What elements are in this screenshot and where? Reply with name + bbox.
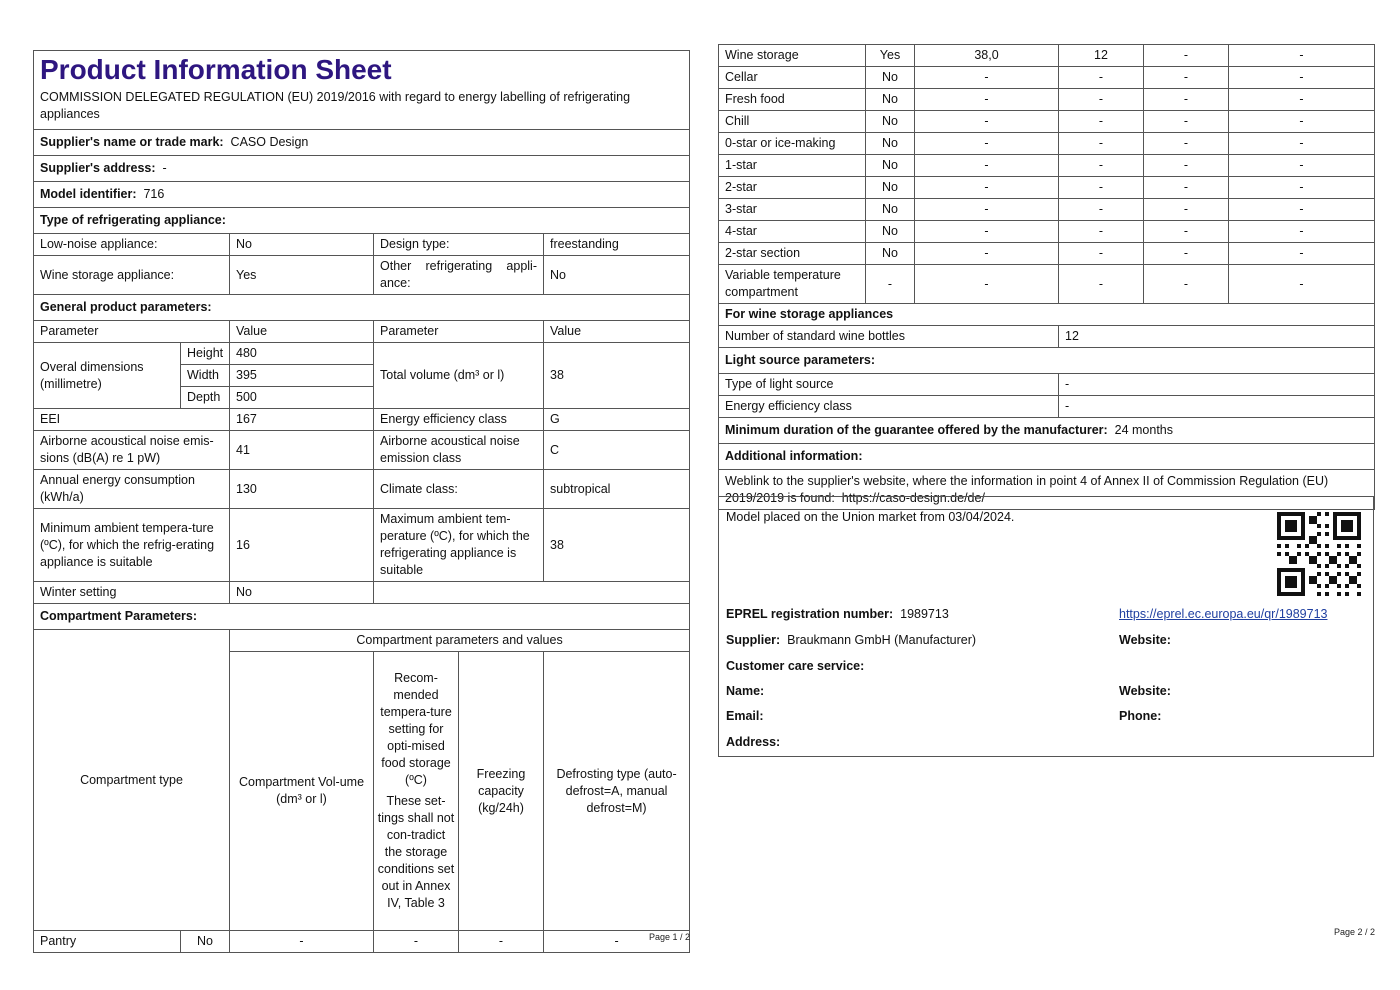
compartment-cell: - bbox=[1059, 111, 1144, 133]
eprel-supplier-label: Supplier: bbox=[726, 633, 781, 647]
annual-consumption-value: 130 bbox=[230, 470, 374, 509]
table-row bbox=[719, 155, 1375, 177]
light-section-heading: Light source parameters: bbox=[719, 348, 1375, 374]
compartment-cell: No bbox=[866, 155, 915, 177]
compartment-name: Cellar bbox=[719, 67, 866, 89]
recommended-temp-note: These set-tings shall not con-tradict the storage conditions set out in Annex IV, Table 3 bbox=[377, 794, 455, 910]
compartment-name: 2-star section bbox=[719, 243, 866, 265]
compartment-cell: - bbox=[915, 89, 1059, 111]
defrosting-type-header: Defrosting type (auto-defrost=A, manual defrost=M) bbox=[544, 652, 690, 931]
energy-class-label: Energy efficiency class bbox=[374, 409, 544, 431]
address-label-2: Address: bbox=[726, 735, 781, 749]
model-label: Model identifier: bbox=[40, 187, 137, 201]
compartment-cell: - bbox=[1229, 243, 1375, 265]
noise-class-label: Airborne acoustical noise emission class bbox=[374, 431, 544, 470]
compartment-cell: No bbox=[866, 67, 915, 89]
compartment-cell: - bbox=[915, 199, 1059, 221]
noise-label: Airborne acoustical noise emis-sions (dB(A) re 1 pW) bbox=[34, 431, 230, 470]
eei-label: EEI bbox=[34, 409, 230, 431]
table-row bbox=[719, 243, 1375, 265]
pantry-freezing: - bbox=[459, 931, 544, 953]
general-heading: General product parameters: bbox=[34, 295, 690, 321]
compartment-type-header: Compartment type bbox=[34, 630, 230, 931]
compartment-cell: - bbox=[1144, 199, 1229, 221]
compartment-name: 2-star bbox=[719, 177, 866, 199]
table-row bbox=[34, 931, 690, 953]
compartment-name: 0-star or ice-making bbox=[719, 133, 866, 155]
compartment-cell: - bbox=[1059, 67, 1144, 89]
table-row bbox=[719, 45, 1375, 67]
compartment-cell: - bbox=[1144, 265, 1229, 304]
climate-class-label: Climate class: bbox=[374, 470, 544, 509]
winter-label: Winter setting bbox=[34, 582, 230, 604]
table-row bbox=[719, 133, 1375, 155]
height-label: Height bbox=[181, 343, 230, 365]
address-value: - bbox=[162, 161, 167, 175]
pantry-volume: - bbox=[230, 931, 374, 953]
compartment-cell: - bbox=[1144, 89, 1229, 111]
table-row bbox=[719, 67, 1375, 89]
pantry-temp: - bbox=[374, 931, 459, 953]
compartment-cell: No bbox=[866, 221, 915, 243]
other-appliance-value: No bbox=[544, 256, 690, 295]
compartment-cell: No bbox=[866, 243, 915, 265]
page-number-1: Page 1 / 2 bbox=[649, 932, 691, 942]
qr-code-icon[interactable] bbox=[1277, 512, 1361, 596]
table-row bbox=[719, 111, 1375, 133]
wine-appliance-value: Yes bbox=[230, 256, 374, 295]
compartment-cell: - bbox=[1229, 67, 1375, 89]
guarantee-label: Minimum duration of the guarantee offered by the manufacturer: bbox=[725, 423, 1108, 437]
supplier-value: CASO Design bbox=[230, 135, 309, 149]
compartment-cell: - bbox=[915, 155, 1059, 177]
compartment-cell: - bbox=[1144, 45, 1229, 67]
compartment-cell: 38,0 bbox=[915, 45, 1059, 67]
compartment-heading: Compartment Parameters: bbox=[34, 604, 690, 630]
compartment-cell: - bbox=[1229, 199, 1375, 221]
email-label: Email: bbox=[726, 709, 764, 723]
design-type-value: freestanding bbox=[544, 234, 690, 256]
compartment-cell: - bbox=[1229, 265, 1375, 304]
page-title: Product Information Sheet bbox=[40, 54, 392, 85]
eprel-value: 1989713 bbox=[900, 607, 949, 621]
compartment-cell: - bbox=[1059, 221, 1144, 243]
freezing-capacity-header: Freezing capacity (kg/24h) bbox=[459, 652, 544, 931]
dimensions-label: Overal dimensions (millimetre) bbox=[34, 343, 181, 409]
page-1 bbox=[33, 50, 689, 953]
compartment-table bbox=[718, 44, 1375, 304]
compartment-cell: - bbox=[915, 67, 1059, 89]
info-sheet-table bbox=[33, 50, 690, 953]
regulation-text: COMMISSION DELEGATED REGULATION (EU) 2019/2016 with regard to energy labelling of refrigerating appliances bbox=[34, 87, 690, 130]
compartment-name: 3-star bbox=[719, 199, 866, 221]
type-heading: Type of refrigerating appliance: bbox=[34, 208, 690, 234]
width-label: Width bbox=[181, 365, 230, 387]
pantry-present: No bbox=[181, 931, 230, 953]
col-parameter-2: Parameter bbox=[374, 321, 544, 343]
compartment-cell: - bbox=[915, 111, 1059, 133]
total-volume-label: Total volume (dm³ or l) bbox=[374, 343, 544, 409]
compartment-cell: - bbox=[1229, 89, 1375, 111]
compartment-cell: - bbox=[1144, 67, 1229, 89]
climate-class-value: subtropical bbox=[544, 470, 690, 509]
compartment-cell: 12 bbox=[1059, 45, 1144, 67]
total-volume-value: 38 bbox=[544, 343, 690, 409]
max-temp-label: Maximum ambient tem-perature (ºC), for which the refrigerating appliance is suitable bbox=[374, 509, 544, 582]
compartment-cell: - bbox=[1144, 177, 1229, 199]
light-class-value: - bbox=[1059, 396, 1375, 418]
compartment-cell: - bbox=[866, 265, 915, 304]
compartment-name: 1-star bbox=[719, 155, 866, 177]
eprel-link[interactable]: https://eprel.ec.europa.eu/qr/1989713 bbox=[1119, 607, 1328, 621]
col-parameter: Parameter bbox=[34, 321, 230, 343]
compartment-cell: - bbox=[1059, 243, 1144, 265]
weblink-url[interactable]: https://caso-design.de/de/ bbox=[841, 490, 985, 505]
compartment-cell: - bbox=[1229, 177, 1375, 199]
address-label: Supplier's address: bbox=[40, 161, 156, 175]
compartment-cell: No bbox=[866, 177, 915, 199]
eprel-label: EPREL registration number: bbox=[726, 607, 894, 621]
design-type-label: Design type: bbox=[374, 234, 544, 256]
table-row bbox=[719, 265, 1375, 304]
compartment-cell: - bbox=[1229, 221, 1375, 243]
phone-label: Phone: bbox=[1119, 709, 1162, 723]
compartment-cell: - bbox=[1059, 133, 1144, 155]
depth-label: Depth bbox=[181, 387, 230, 409]
table-row bbox=[719, 221, 1375, 243]
pantry-defrost: - bbox=[544, 931, 690, 953]
compartment-cell: - bbox=[1229, 111, 1375, 133]
compartment-cell: - bbox=[915, 221, 1059, 243]
noise-class-value: C bbox=[544, 431, 690, 470]
bottles-value: 12 bbox=[1059, 326, 1375, 348]
compartment-cell: - bbox=[915, 177, 1059, 199]
compartment-name: Wine storage bbox=[719, 45, 866, 67]
eei-value: 167 bbox=[230, 409, 374, 431]
compartment-cell: - bbox=[1144, 133, 1229, 155]
width-value: 395 bbox=[230, 365, 374, 387]
compartment-cell: - bbox=[1144, 243, 1229, 265]
page-2 bbox=[718, 44, 1374, 510]
table-row bbox=[719, 199, 1375, 221]
compartment-values-header: Compartment parameters and values bbox=[230, 630, 690, 652]
light-type-value: - bbox=[1059, 374, 1375, 396]
bottles-label: Number of standard wine bottles bbox=[719, 326, 1059, 348]
min-temp-label: Minimum ambient tempera-ture (ºC), for which the refrig-erating appliance is suitable bbox=[34, 509, 230, 582]
compartment-cell: Yes bbox=[866, 45, 915, 67]
low-noise-value: No bbox=[230, 234, 374, 256]
compartment-cell: - bbox=[915, 265, 1059, 304]
min-temp-value: 16 bbox=[230, 509, 374, 582]
light-type-label: Type of light source bbox=[719, 374, 1059, 396]
wine-appliance-label: Wine storage appliance: bbox=[34, 256, 230, 295]
customer-care-label: Customer care service: bbox=[726, 659, 865, 673]
compartment-cell: - bbox=[1059, 89, 1144, 111]
compartment-cell: No bbox=[866, 133, 915, 155]
compartment-cell: - bbox=[1059, 177, 1144, 199]
col-value: Value bbox=[230, 321, 374, 343]
compartment-cell: No bbox=[866, 199, 915, 221]
compartment-name: Fresh food bbox=[719, 89, 866, 111]
compartment-cell: - bbox=[1229, 133, 1375, 155]
website-2-label: Website: bbox=[1119, 684, 1171, 698]
compartment-cell: - bbox=[915, 243, 1059, 265]
model-value: 716 bbox=[143, 187, 165, 201]
height-value: 480 bbox=[230, 343, 374, 365]
compartment-cell: - bbox=[1059, 265, 1144, 304]
guarantee-value: 24 months bbox=[1114, 423, 1174, 437]
wine-section-heading: For wine storage appliances bbox=[719, 304, 1375, 326]
compartment-name: 4-star bbox=[719, 221, 866, 243]
website-label: Website: bbox=[1119, 633, 1171, 647]
compartment-cell: - bbox=[1059, 199, 1144, 221]
max-temp-value: 38 bbox=[544, 509, 690, 582]
compartment-name: Variable temperature compartment bbox=[719, 265, 866, 304]
wine-light-table bbox=[718, 303, 1375, 510]
additional-heading: Additional information: bbox=[719, 444, 1375, 470]
compartment-cell: No bbox=[866, 89, 915, 111]
pantry-label: Pantry bbox=[34, 931, 181, 953]
compartment-name: Chill bbox=[719, 111, 866, 133]
col-value-2: Value bbox=[544, 321, 690, 343]
winter-value: No bbox=[230, 582, 374, 604]
compartment-cell: - bbox=[1229, 45, 1375, 67]
light-class-label: Energy efficiency class bbox=[719, 396, 1059, 418]
energy-class-value: G bbox=[544, 409, 690, 431]
page-number-2: Page 2 / 2 bbox=[1334, 927, 1376, 937]
compartment-cell: No bbox=[866, 111, 915, 133]
compartment-cell: - bbox=[1144, 111, 1229, 133]
table-row bbox=[719, 177, 1375, 199]
annual-consumption-label: Annual energy consumption (kWh/a) bbox=[34, 470, 230, 509]
compartment-cell: - bbox=[1144, 155, 1229, 177]
eprel-box bbox=[718, 496, 1374, 757]
recommended-temp-header: Recom-mended tempera-ture setting for opti-mised food storage (ºC) bbox=[380, 671, 452, 787]
weblink-text: Weblink to the supplier's website, where the information in point 4 of Annex II of Commission Regulation (EU) 2019/2019 is found: bbox=[725, 473, 1329, 505]
eprel-supplier-value: Braukmann GmbH (Manufacturer) bbox=[787, 633, 977, 647]
supplier-label: Supplier's name or trade mark: bbox=[40, 135, 224, 149]
noise-value: 41 bbox=[230, 431, 374, 470]
name-label: Name: bbox=[726, 684, 765, 698]
depth-value: 500 bbox=[230, 387, 374, 409]
low-noise-label: Low-noise appliance: bbox=[34, 234, 230, 256]
table-row bbox=[719, 89, 1375, 111]
market-date-text: Model placed on the Union market from 03/04/2024. bbox=[726, 510, 1015, 524]
other-appliance-label: Other refrigerating appli-ance: bbox=[374, 256, 544, 295]
compartment-cell: - bbox=[1144, 221, 1229, 243]
compartment-cell: - bbox=[915, 133, 1059, 155]
compartment-volume-header: Compartment Vol-ume (dm³ or l) bbox=[230, 652, 374, 931]
compartment-cell: - bbox=[1229, 155, 1375, 177]
compartment-cell: - bbox=[1059, 155, 1144, 177]
